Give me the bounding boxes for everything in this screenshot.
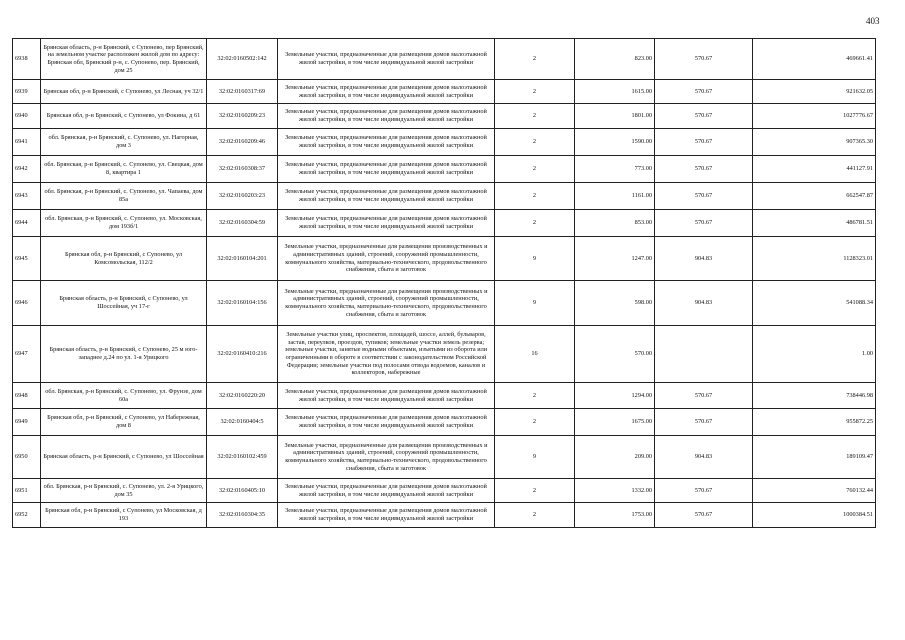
area-cell: 1753.00 (575, 503, 655, 528)
rate-cell: 570.67 (655, 129, 753, 156)
address-cell: обл. Брянская, р-н Брянский, с. Супонево, ул. Московская, дом 193б/1 (41, 210, 207, 237)
table-row (13, 129, 876, 156)
group-cell: 9 (495, 237, 575, 281)
address-cell: обл. Брянская, р-н Брянский, с. Супонево, ул. Нагорная, дом 3 (41, 129, 207, 156)
land-use-cell: Земельные участки, предназначенные для размещения домов малоэтажной жилой застройки, в том числе индивидуальной жилой застройки (278, 503, 495, 528)
land-use-cell: Земельные участки, предназначенные для размещения домов малоэтажной жилой застройки, в том числе индивидуальной жилой застройки (278, 383, 495, 409)
rate-cell: 570.67 (655, 503, 753, 528)
area-cell: 853.00 (575, 210, 655, 237)
address-cell: Брянская область, р-н Брянский, с Супонево, пер Брянский, на земельном участке расположен жилой дом по адресу: Брянская обл, Брянский р-н, с. Супонево, пер. Брянский, дом 25 (41, 39, 207, 80)
table-row (13, 383, 876, 409)
row-number-cell: 6944 (13, 210, 41, 237)
land-use-cell: Земельные участки, предназначенные для размещения домов малоэтажной жилой застройки, в том числе индивидуальной жилой застройки (278, 183, 495, 210)
row-number-cell: 6938 (13, 39, 41, 80)
cadastral-number-cell: 32:02:0160308:37 (207, 156, 278, 183)
area-cell: 598.00 (575, 281, 655, 326)
land-use-cell: Земельные участки, предназначенные для размещения домов малоэтажной жилой застройки, в том числе индивидуальной жилой застройки (278, 156, 495, 183)
land-use-cell: Земельные участки, предназначенные для размещения домов малоэтажной жилой застройки, в том числе индивидуальной жилой застройки (278, 210, 495, 237)
cadastral-value-cell: 1.00 (753, 326, 876, 383)
group-cell: 2 (495, 383, 575, 409)
table-row (13, 210, 876, 237)
land-use-cell: Земельные участки, предназначенные для размещения производственных и административных зданий, строений, сооружений промышленности, коммунального хозяйства, материально-технического, продовольственного снабжения, сбыта и заготовок (278, 281, 495, 326)
area-cell: 1801.00 (575, 104, 655, 129)
row-number-cell: 6945 (13, 237, 41, 281)
cadastral-number-cell: 32:02:0160203:23 (207, 183, 278, 210)
area-cell: 773.00 (575, 156, 655, 183)
rate-cell: 570.67 (655, 210, 753, 237)
group-cell: 16 (495, 326, 575, 383)
table-row (13, 503, 876, 528)
land-use-cell: Земельные участки, предназначенные для размещения домов малоэтажной жилой застройки, в том числе индивидуальной жилой застройки (278, 479, 495, 503)
rate-cell: 570.67 (655, 156, 753, 183)
land-use-cell: Земельные участки, предназначенные для размещения домов малоэтажной жилой застройки, в том числе индивидуальной жилой застройки (278, 104, 495, 129)
rate-cell: 570.67 (655, 479, 753, 503)
cadastral-value-cell: 441127.91 (753, 156, 876, 183)
area-cell: 570.00 (575, 326, 655, 383)
group-cell: 2 (495, 104, 575, 129)
cadastral-value-cell: 1000384.51 (753, 503, 876, 528)
land-registry-table (12, 38, 876, 528)
address-cell: Брянская область, р-н Брянский, с Супонево, ул Шоссейная, уч 17-г (41, 281, 207, 326)
row-number-cell: 6942 (13, 156, 41, 183)
address-cell: Брянская обл, р-н Брянский, с Супонево, ул Лесная, уч 32/1 (41, 80, 207, 104)
row-number-cell: 6949 (13, 409, 41, 436)
group-cell: 2 (495, 479, 575, 503)
page-number: 403 (866, 16, 880, 26)
table-row (13, 80, 876, 104)
table-row (13, 156, 876, 183)
rate-cell: 904.83 (655, 237, 753, 281)
address-cell: Брянская обл, р-н Брянский, с Супонево, ул Набережная, дом 8 (41, 409, 207, 436)
row-number-cell: 6952 (13, 503, 41, 528)
table-row (13, 326, 876, 383)
cadastral-number-cell: 32:02:0160502:142 (207, 39, 278, 80)
area-cell: 1675.00 (575, 409, 655, 436)
address-cell: Брянская область, р-н Брянский, с Супонево, ул Шоссейная (41, 436, 207, 479)
row-number-cell: 6946 (13, 281, 41, 326)
row-number-cell: 6948 (13, 383, 41, 409)
address-cell: Брянская обл, р-н Брянский, с Супонево, ул Фокина, д 61 (41, 104, 207, 129)
address-cell: обл. Брянская, р-н Брянский, с. Супонево, ул. Фрунзе, дом 60а (41, 383, 207, 409)
group-cell: 2 (495, 503, 575, 528)
cadastral-number-cell: 32:02:0160102:459 (207, 436, 278, 479)
table-row (13, 436, 876, 479)
address-cell: Брянская область, р-н Брянский, с Супонево, 25 м юго-западнее д.24 по ул. 1-я Урицкого (41, 326, 207, 383)
cadastral-number-cell: 32:02:0160405:10 (207, 479, 278, 503)
area-cell: 1590.00 (575, 129, 655, 156)
land-use-cell: Земельные участки, предназначенные для размещения производственных и административных зданий, строений, сооружений промышленности, коммунального хозяйства, материально-технического, продовольственного снабжения, сбыта и заготовок (278, 436, 495, 479)
table-row (13, 183, 876, 210)
land-use-cell: Земельные участки, предназначенные для размещения домов малоэтажной жилой застройки, в том числе индивидуальной жилой застройки (278, 409, 495, 436)
address-cell: Брянская обл, р-н Брянский, с Супонево, ул Комсомольская, 112/2 (41, 237, 207, 281)
table-row (13, 281, 876, 326)
area-cell: 823.00 (575, 39, 655, 80)
cadastral-value-cell: 1027776.67 (753, 104, 876, 129)
row-number-cell: 6947 (13, 326, 41, 383)
row-number-cell: 6939 (13, 80, 41, 104)
group-cell: 2 (495, 210, 575, 237)
rate-cell: 904.83 (655, 436, 753, 479)
address-cell: Брянская обл, р-н Брянский, с Супонево, ул Московская, д 193 (41, 503, 207, 528)
group-cell: 2 (495, 156, 575, 183)
group-cell: 2 (495, 129, 575, 156)
cadastral-number-cell: 32:02:0160209:46 (207, 129, 278, 156)
group-cell: 2 (495, 80, 575, 104)
area-cell: 1247.00 (575, 237, 655, 281)
table-row (13, 409, 876, 436)
cadastral-number-cell: 32:02:0160317:69 (207, 80, 278, 104)
table-row (13, 104, 876, 129)
group-cell: 2 (495, 183, 575, 210)
cadastral-number-cell: 32:02:0160410:216 (207, 326, 278, 383)
land-use-cell: Земельные участки, предназначенные для размещения домов малоэтажной жилой застройки, в том числе индивидуальной жилой застройки (278, 39, 495, 80)
land-use-cell: Земельные участки, предназначенные для размещения домов малоэтажной жилой застройки, в том числе индивидуальной жилой застройки (278, 80, 495, 104)
rate-cell: 904.83 (655, 281, 753, 326)
cadastral-value-cell: 907365.30 (753, 129, 876, 156)
row-number-cell: 6951 (13, 479, 41, 503)
table-row (13, 39, 876, 80)
cadastral-number-cell: 32:02:0160304:35 (207, 503, 278, 528)
cadastral-value-cell: 1128323.01 (753, 237, 876, 281)
cadastral-value-cell: 469661.41 (753, 39, 876, 80)
land-use-cell: Земельные участки, предназначенные для размещения домов малоэтажной жилой застройки, в том числе индивидуальной жилой застройки (278, 129, 495, 156)
table-row (13, 479, 876, 503)
address-cell: обл. Брянская, р-н Брянский, с. Супонево, ул. Чапаева, дом 85а (41, 183, 207, 210)
group-cell: 2 (495, 39, 575, 80)
area-cell: 1294.00 (575, 383, 655, 409)
cadastral-number-cell: 32:02:0160304:59 (207, 210, 278, 237)
row-number-cell: 6943 (13, 183, 41, 210)
address-cell: обл. Брянская, р-н Брянский, с. Супонево, ул. Свецкая, дом 8, квартира 1 (41, 156, 207, 183)
cadastral-value-cell: 760132.44 (753, 479, 876, 503)
land-use-cell: Земельные участки улиц, проспектов, площадей, шоссе, аллей, бульваров, застав, переулков, проездов, тупиков; земельные участки земель резерва; земельные участки, занятые водными объектами, изъятыми из оборота или ограниченными в обороте в соответствии с законодательством Российской Федерации; земельные участки под полосами отвода водоемов, каналов и коллекторов, набережные (278, 326, 495, 383)
table-row (13, 237, 876, 281)
cadastral-number-cell: 32:02:0160104:201 (207, 237, 278, 281)
cadastral-value-cell: 921632.05 (753, 80, 876, 104)
cadastral-number-cell: 32:02:0160220:20 (207, 383, 278, 409)
row-number-cell: 6950 (13, 436, 41, 479)
rate-cell: 570.67 (655, 39, 753, 80)
cadastral-value-cell: 955872.25 (753, 409, 876, 436)
table-body (13, 39, 876, 528)
row-number-cell: 6940 (13, 104, 41, 129)
cadastral-value-cell: 486781.51 (753, 210, 876, 237)
cadastral-number-cell: 32:02:0160104:156 (207, 281, 278, 326)
area-cell: 1615.00 (575, 80, 655, 104)
cadastral-value-cell: 662547.87 (753, 183, 876, 210)
row-number-cell: 6941 (13, 129, 41, 156)
group-cell: 2 (495, 409, 575, 436)
rate-cell: 570.67 (655, 409, 753, 436)
cadastral-value-cell: 738446.98 (753, 383, 876, 409)
area-cell: 1161.00 (575, 183, 655, 210)
cadastral-number-cell: 32:02:0160404:5 (207, 409, 278, 436)
area-cell: 209.00 (575, 436, 655, 479)
group-cell: 9 (495, 436, 575, 479)
rate-cell: 570.67 (655, 183, 753, 210)
rate-cell: 570.67 (655, 383, 753, 409)
group-cell: 9 (495, 281, 575, 326)
rate-cell (655, 326, 753, 383)
area-cell: 1332.00 (575, 479, 655, 503)
rate-cell: 570.67 (655, 80, 753, 104)
cadastral-number-cell: 32:02:0160209:23 (207, 104, 278, 129)
cadastral-value-cell: 541088.34 (753, 281, 876, 326)
address-cell: обл. Брянская, р-н Брянский, с. Супонево, ул. 2-я Урицкого, дом 35 (41, 479, 207, 503)
rate-cell: 570.67 (655, 104, 753, 129)
cadastral-value-cell: 189109.47 (753, 436, 876, 479)
land-use-cell: Земельные участки, предназначенные для размещения производственных и административных зданий, строений, сооружений промышленности, коммунального хозяйства, материально-технического, продовольственного снабжения, сбыта и заготовок (278, 237, 495, 281)
